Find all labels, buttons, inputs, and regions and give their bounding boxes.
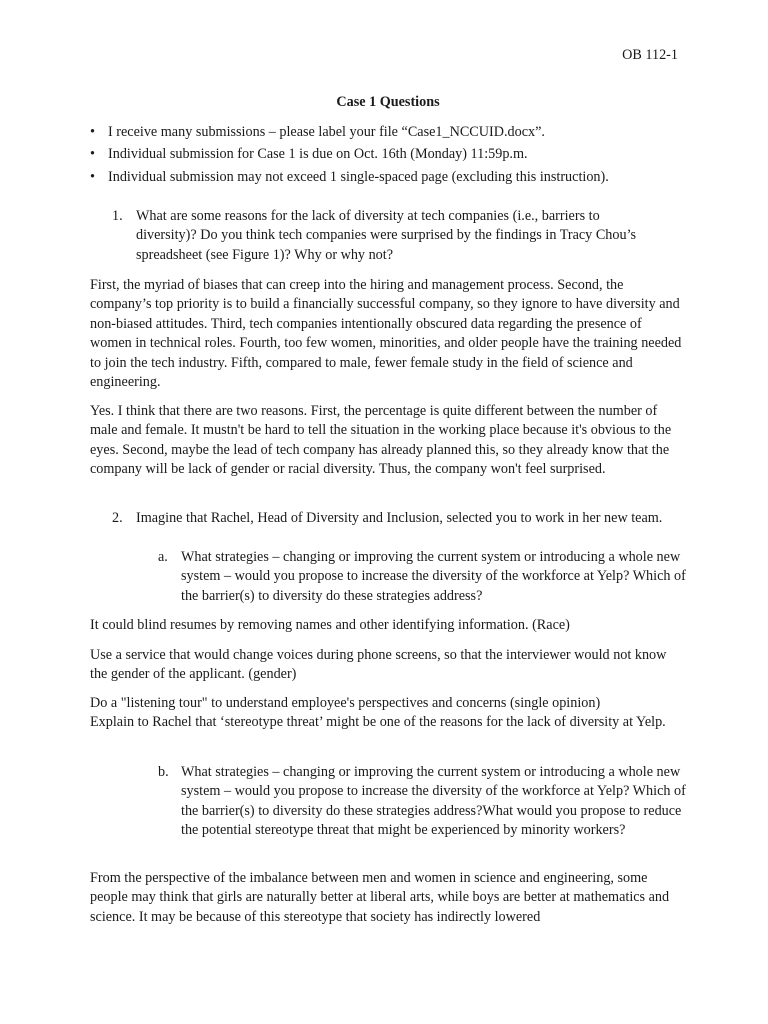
question-2a bbox=[90, 548, 686, 606]
question-number: 2. bbox=[112, 510, 123, 526]
instruction-item: • Individual submission for Case 1 is due on Oct. 16th (Monday) 11:59p.m. bbox=[90, 145, 690, 164]
answer-line: Explain to Rachel that ‘stereotype threat’ might be one of the reasons for the lack of diversity at Yelp. bbox=[90, 714, 666, 731]
answer-paragraph: It could blind resumes by removing names and other identifying information. (Race) bbox=[90, 617, 570, 633]
answer-line: Do a "listening tour" to understand employee's perspectives and concerns (single opinion) bbox=[90, 695, 601, 711]
sub-question-text: What strategies – changing or improving the current system or introducing a whole new system – would you propose to increase the diversity of the workforce at Yelp? Which of the barrier(s) to diversity do these strategies address? bbox=[181, 549, 686, 604]
document-page bbox=[90, 0, 686, 1024]
question-1 bbox=[90, 207, 686, 265]
answer-paragraph: Use a service that would change voices during phone screens, so that the interviewer would not know the gender of the applicant. (gender) bbox=[90, 647, 667, 683]
question-text: What are some reasons for the lack of diversity at tech companies (i.e., barriers to diversity)? Do you think tech companies were surprised by the findings in Tracy Chou’s spreadsheet (see Figure 1)? Why or why not? bbox=[136, 208, 637, 263]
question-number: 1. bbox=[112, 208, 123, 224]
answer-paragraph: First, the myriad of biases that can creep into the hiring and management process. Second, the company’s top priority is to build a financially successful company, so they ignore to have diversity and non-biased attitudes. Third, tech companies intentionally obscured data regarding the presence of women in technical roles. Fourth, too few women, minorities, and older people have the training needed to join the tech industry. Fifth, compared to male, fewer female study in the field of science and engineering. bbox=[90, 277, 682, 391]
answer-paragraph bbox=[90, 694, 686, 733]
instruction-item: • I receive many submissions – please label your file “Case1_NCCUID.docx”. bbox=[90, 123, 690, 142]
question-text: Imagine that Rachel, Head of Diversity and Inclusion, selected you to work in her new team. bbox=[136, 510, 663, 526]
instruction-item: • Individual submission may not exceed 1 single-spaced page (excluding this instruction). bbox=[90, 168, 690, 187]
page-title: Case 1 Questions bbox=[336, 94, 440, 110]
sub-question-letter: b. bbox=[158, 764, 169, 780]
instruction-list bbox=[90, 123, 690, 190]
answer-paragraph: From the perspective of the imbalance between men and women in science and engineering, some people may think that girls are naturally better at liberal arts, while boys are better at mathematics and science. It may be because of this stereotype that society has indirectly lowered bbox=[90, 870, 670, 925]
course-code: OB 112-1 bbox=[622, 47, 678, 63]
sub-question-text: What strategies – changing or improving the current system or introducing a whole new system – would you propose to increase the diversity of the workforce at Yelp? Which of the barrier(s) to diversity do these strategies address?What would you propose to reduce the potential stereotype threat that might be experienced by minority workers? bbox=[181, 764, 686, 839]
question-2 bbox=[90, 509, 686, 528]
sub-question-letter: a. bbox=[158, 549, 168, 565]
answer-paragraph: Yes. I think that there are two reasons. First, the percentage is quite different between the number of male and female. It mustn't be hard to tell the situation in the working place because it's obvious to the eyes. Second, maybe the lead of tech company has already planned this, so they already know that the company will be lack of gender or racial diversity. Thus, the company won't feel surprised. bbox=[90, 403, 672, 478]
question-2b bbox=[90, 763, 686, 841]
